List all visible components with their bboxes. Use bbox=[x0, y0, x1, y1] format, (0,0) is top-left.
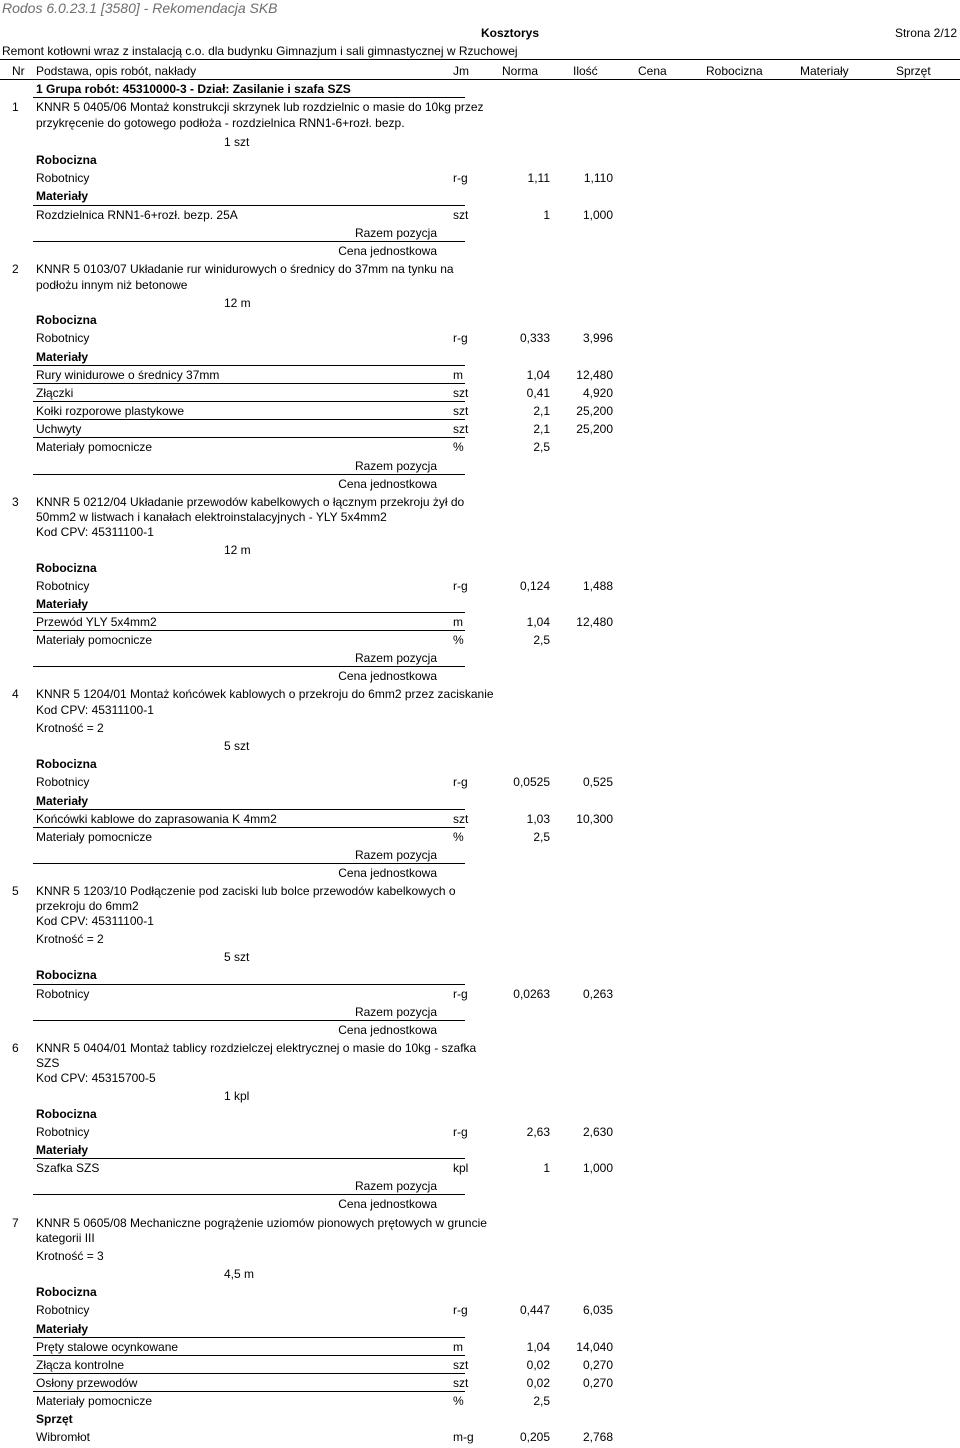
row-description: przekroju do 6mm2 bbox=[36, 899, 139, 913]
project-title: Remont kotłowni wraz z instalacją c.o. dla budynku Gimnazjum i sali gimnastycznej w Rzuchowej bbox=[2, 44, 518, 58]
row-description: Kod CPV: 45311100-1 bbox=[36, 914, 154, 928]
row-description: Krotność = 2 bbox=[36, 932, 104, 946]
row-divider bbox=[33, 612, 465, 613]
norm-cell: 1 bbox=[543, 208, 550, 222]
norm-cell: 0,0263 bbox=[513, 987, 550, 1001]
col-sprzet: Sprzęt bbox=[896, 64, 931, 78]
quantity-cell: 0,263 bbox=[582, 987, 613, 1001]
row-description: Uchwyty bbox=[36, 422, 82, 436]
quantity-cell: 12,480 bbox=[576, 615, 613, 629]
row-description: KNNR 5 0404/01 Montaż tablicy rozdzielczej elektrycznej o masie do 10kg - szafka bbox=[36, 1041, 477, 1055]
norm-cell: 2,1 bbox=[533, 422, 550, 436]
unit-cell: % bbox=[453, 633, 464, 647]
row-description: 50mm2 w listwach i kanałach elektroinstalacyjnych - YLY 5x4mm2 bbox=[36, 510, 387, 524]
unit-cell: r-g bbox=[453, 1125, 468, 1139]
row-divider bbox=[33, 666, 465, 667]
summary-label: Cena jednostkowa bbox=[338, 866, 437, 880]
position-quantity: 5 szt bbox=[224, 950, 250, 964]
row-description: KNNR 5 1203/10 Podłączenie pod zaciski lub bolce przewodów kabelkowych o bbox=[36, 884, 456, 898]
row-description: Materiały pomocnicze bbox=[36, 830, 153, 844]
table-row bbox=[0, 721, 960, 739]
col-materialy: Materiały bbox=[800, 64, 849, 78]
row-divider bbox=[33, 809, 465, 810]
norm-cell: 0,02 bbox=[526, 1358, 550, 1372]
table-row bbox=[0, 543, 960, 561]
table-row bbox=[0, 866, 960, 884]
row-description: Krotność = 3 bbox=[36, 1249, 104, 1263]
table-row bbox=[0, 477, 960, 495]
document-type: Kosztorys bbox=[481, 26, 540, 40]
table-row bbox=[0, 1197, 960, 1215]
norm-cell: 2,5 bbox=[533, 830, 550, 844]
unit-cell: % bbox=[453, 830, 464, 844]
row-description: Wibromłot bbox=[36, 1430, 91, 1444]
row-description: Rury winidurowe o średnicy 37mm bbox=[36, 368, 220, 382]
unit-cell: szt bbox=[453, 1358, 469, 1372]
section-label: Sprzęt bbox=[36, 1412, 73, 1426]
section-label: Robocizna bbox=[36, 313, 97, 327]
row-description: kategorii III bbox=[36, 1231, 95, 1245]
table-row bbox=[0, 1023, 960, 1041]
norm-cell: 2,5 bbox=[533, 633, 550, 647]
table-row bbox=[0, 757, 960, 775]
row-description: Złącza kontrolne bbox=[36, 1358, 125, 1372]
row-description: KNNR 5 0212/04 Układanie przewodów kabelkowych o łącznym przekroju żył do bbox=[36, 495, 465, 509]
row-divider bbox=[33, 1391, 465, 1392]
table-row bbox=[0, 525, 960, 543]
col-ilosc: Ilość bbox=[573, 64, 598, 78]
row-description: KNNR 5 0103/07 Układanie rur winidurowych o średnicy do 37mm na tynku na bbox=[36, 262, 454, 276]
norm-cell: 1,03 bbox=[526, 812, 550, 826]
unit-cell: r-g bbox=[453, 171, 468, 185]
table-row bbox=[0, 950, 960, 968]
section-label: Robocizna bbox=[36, 1107, 97, 1121]
row-divider bbox=[33, 419, 465, 420]
table-row bbox=[0, 313, 960, 331]
row-divider bbox=[33, 1020, 465, 1021]
section-label: Materiały bbox=[36, 794, 89, 808]
norm-cell: 1,11 bbox=[527, 171, 550, 185]
norm-cell: 0,205 bbox=[519, 1430, 550, 1444]
quantity-cell: 2,630 bbox=[582, 1125, 613, 1139]
section-label: Robocizna bbox=[36, 968, 97, 982]
row-divider bbox=[33, 1373, 465, 1374]
quantity-cell: 2,768 bbox=[582, 1430, 613, 1444]
row-description: Materiały pomocnicze bbox=[36, 440, 153, 454]
position-quantity: 1 szt bbox=[224, 135, 250, 149]
section-label: Materiały bbox=[36, 350, 89, 364]
row-divider bbox=[33, 205, 465, 206]
position-number: 3 bbox=[12, 495, 19, 509]
quantity-cell: 4,920 bbox=[582, 386, 613, 400]
row-divider bbox=[33, 1158, 465, 1159]
table-row bbox=[0, 1125, 960, 1143]
position-quantity: 5 szt bbox=[224, 739, 250, 753]
table-row bbox=[0, 278, 960, 296]
row-description: Szafka SZS bbox=[36, 1161, 100, 1175]
row-description: Przewód YLY 5x4mm2 bbox=[36, 615, 157, 629]
norm-cell: 1,04 bbox=[526, 615, 550, 629]
group-title: 1 Grupa robót: 45310000-3 - Dział: Zasilanie i szafa SZS bbox=[36, 82, 351, 96]
table-row bbox=[0, 775, 960, 793]
norm-cell: 0,124 bbox=[519, 579, 550, 593]
unit-cell: % bbox=[453, 440, 464, 454]
position-number: 6 bbox=[12, 1041, 19, 1055]
unit-cell: szt bbox=[453, 812, 469, 826]
table-row bbox=[0, 1071, 960, 1089]
row-description: KNNR 5 0605/08 Mechaniczne pogrążenie uziomów pionowych prętowych w gruncie bbox=[36, 1216, 487, 1230]
norm-cell: 0,447 bbox=[519, 1303, 550, 1317]
unit-cell: r-g bbox=[453, 579, 468, 593]
table-row bbox=[0, 244, 960, 262]
row-divider bbox=[33, 863, 465, 864]
table-row bbox=[0, 208, 960, 226]
table-row bbox=[0, 1412, 960, 1430]
row-description: Złączki bbox=[36, 386, 74, 400]
row-description: Robotnicy bbox=[36, 1303, 90, 1317]
norm-cell: 2,5 bbox=[533, 1394, 550, 1408]
row-description: Robotnicy bbox=[36, 1125, 90, 1139]
row-divider bbox=[33, 1337, 465, 1338]
quantity-cell: 14,040 bbox=[576, 1340, 613, 1354]
col-robocizna: Robocizna bbox=[706, 64, 763, 78]
quantity-cell: 25,200 bbox=[576, 422, 613, 436]
table-row bbox=[0, 153, 960, 171]
quantity-cell: 1,488 bbox=[582, 579, 613, 593]
section-label: Materiały bbox=[36, 1143, 89, 1157]
row-description: Kołki rozporowe plastykowe bbox=[36, 404, 185, 418]
section-label: Materiały bbox=[36, 189, 89, 203]
unit-cell: szt bbox=[453, 1376, 469, 1390]
row-divider bbox=[33, 365, 465, 366]
unit-cell: szt bbox=[453, 208, 469, 222]
summary-label: Cena jednostkowa bbox=[338, 1023, 437, 1037]
unit-cell: % bbox=[453, 1394, 464, 1408]
summary-label: Razem pozycja bbox=[354, 651, 437, 665]
row-divider bbox=[33, 241, 465, 242]
table-row bbox=[0, 440, 960, 458]
table-row bbox=[0, 1394, 960, 1412]
unit-cell: m bbox=[453, 1340, 463, 1354]
unit-cell: szt bbox=[453, 422, 469, 436]
row-divider bbox=[33, 827, 465, 828]
table-row bbox=[0, 135, 960, 153]
table-row bbox=[0, 579, 960, 597]
row-divider bbox=[33, 383, 465, 384]
unit-cell: r-g bbox=[453, 775, 468, 789]
table-row bbox=[0, 171, 960, 189]
section-label: Robocizna bbox=[36, 757, 97, 771]
row-description: Materiały pomocnicze bbox=[36, 633, 153, 647]
summary-label: Razem pozycja bbox=[354, 459, 437, 473]
table-row bbox=[0, 739, 960, 757]
quantity-cell: 0,270 bbox=[582, 1376, 613, 1390]
row-description: Kod CPV: 45311100-1 bbox=[36, 703, 154, 717]
position-number: 1 bbox=[12, 100, 19, 114]
row-description: podłożu innym niż betonowe bbox=[36, 278, 188, 292]
table-row bbox=[0, 914, 960, 932]
section-label: Materiały bbox=[36, 597, 89, 611]
table-row bbox=[0, 1107, 960, 1125]
row-divider bbox=[33, 1194, 465, 1195]
table-row bbox=[0, 987, 960, 1005]
row-description: Osłony przewodów bbox=[36, 1376, 138, 1390]
quantity-cell: 1,000 bbox=[582, 208, 613, 222]
quantity-cell: 12,480 bbox=[576, 368, 613, 382]
row-description: Rozdzielnica RNN1-6+rozł. bezp. 25A bbox=[36, 208, 238, 222]
row-description: Robotnicy bbox=[36, 987, 90, 1001]
section-label: Robocizna bbox=[36, 1285, 97, 1299]
row-divider bbox=[33, 474, 465, 475]
norm-cell: 2,5 bbox=[533, 440, 550, 454]
table-row bbox=[0, 331, 960, 349]
row-description: Krotność = 2 bbox=[36, 721, 104, 735]
norm-cell: 0,02 bbox=[526, 1376, 550, 1390]
table-row bbox=[0, 296, 960, 314]
row-divider bbox=[33, 401, 465, 402]
row-description: Kod CPV: 45311100-1 bbox=[36, 525, 154, 539]
summary-label: Cena jednostkowa bbox=[338, 1197, 437, 1211]
row-description: Robotnicy bbox=[36, 775, 90, 789]
row-description: Kod CPV: 45315700-5 bbox=[36, 1071, 156, 1085]
position-number: 7 bbox=[12, 1216, 19, 1230]
norm-cell: 0,41 bbox=[526, 386, 550, 400]
table-row bbox=[0, 1285, 960, 1303]
norm-cell: 1 bbox=[543, 1161, 550, 1175]
table-row bbox=[0, 1161, 960, 1179]
position-number: 5 bbox=[12, 884, 19, 898]
table-row bbox=[0, 830, 960, 848]
table-row bbox=[0, 1303, 960, 1321]
quantity-cell: 3,996 bbox=[582, 331, 613, 345]
quantity-cell: 10,300 bbox=[576, 812, 613, 826]
col-cena: Cena bbox=[638, 64, 667, 78]
norm-cell: 1,04 bbox=[526, 1340, 550, 1354]
header-rule-bottom bbox=[0, 79, 960, 80]
col-desc: Podstawa, opis robót, nakłady bbox=[36, 64, 197, 78]
page-number: Strona 2/12 bbox=[894, 26, 957, 40]
quantity-cell: 25,200 bbox=[576, 404, 613, 418]
position-quantity: 1 kpl bbox=[224, 1089, 250, 1103]
unit-cell: m bbox=[453, 368, 463, 382]
row-description: Robotnicy bbox=[36, 579, 90, 593]
position-number: 4 bbox=[12, 687, 19, 701]
row-description: KNNR 5 0405/06 Montaż konstrukcji skrzynek lub rozdzielnic o masie do 10kg przez bbox=[36, 100, 484, 114]
col-norma: Norma bbox=[502, 64, 539, 78]
unit-cell: m bbox=[453, 615, 463, 629]
quantity-cell: 1,110 bbox=[583, 171, 613, 185]
table-row bbox=[0, 703, 960, 721]
quantity-cell: 0,270 bbox=[582, 1358, 613, 1372]
row-description: SZS bbox=[36, 1056, 60, 1070]
position-quantity: 12 m bbox=[224, 543, 251, 557]
section-label: Materiały bbox=[36, 1322, 89, 1336]
section-label: Robocizna bbox=[36, 561, 97, 575]
table-row bbox=[0, 669, 960, 687]
row-divider bbox=[33, 984, 465, 985]
summary-label: Razem pozycja bbox=[354, 848, 437, 862]
row-divider bbox=[33, 630, 465, 631]
summary-label: Razem pozycja bbox=[354, 1179, 437, 1193]
col-nr: Nr bbox=[12, 64, 25, 78]
row-description: Materiały pomocnicze bbox=[36, 1394, 153, 1408]
summary-label: Cena jednostkowa bbox=[338, 477, 437, 491]
summary-label: Razem pozycja bbox=[354, 1005, 437, 1019]
section-label: Robocizna bbox=[36, 153, 97, 167]
summary-label: Cena jednostkowa bbox=[338, 669, 437, 683]
position-quantity: 4,5 m bbox=[224, 1267, 255, 1281]
unit-cell: kpl bbox=[453, 1161, 469, 1175]
table-row bbox=[0, 633, 960, 651]
norm-cell: 2,63 bbox=[526, 1125, 550, 1139]
row-description: przykręcenie do gotowego podłoża - rozdzielnica RNN1-6+rozł. bezp. bbox=[36, 116, 405, 130]
table-row bbox=[0, 1430, 960, 1448]
group-rule bbox=[33, 97, 465, 98]
norm-cell: 0,333 bbox=[519, 331, 550, 345]
row-description: Końcówki kablowe do zaprasowania K 4mm2 bbox=[36, 812, 277, 826]
unit-cell: m-g bbox=[453, 1430, 474, 1444]
table-row bbox=[0, 116, 960, 134]
table-row bbox=[0, 1249, 960, 1267]
table-row bbox=[0, 1267, 960, 1285]
unit-cell: szt bbox=[453, 404, 469, 418]
window-title: Rodos 6.0.23.1 [3580] - Rekomendacja SKB bbox=[2, 0, 278, 16]
quantity-cell: 6,035 bbox=[582, 1303, 613, 1317]
summary-label: Razem pozycja bbox=[354, 226, 437, 240]
row-description: Robotnicy bbox=[36, 331, 90, 345]
quantity-cell: 1,000 bbox=[582, 1161, 613, 1175]
quantity-cell: 0,525 bbox=[582, 775, 613, 789]
col-jm: Jm bbox=[453, 64, 469, 78]
position-number: 2 bbox=[12, 262, 19, 276]
row-description: KNNR 5 1204/01 Montaż końcówek kablowych o przekroju do 6mm2 przez zaciskanie bbox=[36, 687, 494, 701]
table-row bbox=[0, 561, 960, 579]
norm-cell: 0,0525 bbox=[513, 775, 550, 789]
unit-cell: r-g bbox=[453, 987, 468, 1001]
row-divider bbox=[33, 437, 465, 438]
table-row bbox=[0, 1231, 960, 1249]
norm-cell: 1,04 bbox=[526, 368, 550, 382]
norm-cell: 2,1 bbox=[533, 404, 550, 418]
summary-label: Cena jednostkowa bbox=[338, 244, 437, 258]
row-description: Robotnicy bbox=[36, 171, 90, 185]
position-quantity: 12 m bbox=[224, 296, 251, 310]
header-rule-top bbox=[0, 59, 960, 60]
row-divider bbox=[33, 1355, 465, 1356]
unit-cell: r-g bbox=[453, 1303, 468, 1317]
unit-cell: szt bbox=[453, 386, 469, 400]
table-row bbox=[0, 932, 960, 950]
row-description: Pręty stalowe ocynkowane bbox=[36, 1340, 179, 1354]
unit-cell: r-g bbox=[453, 331, 468, 345]
table-row bbox=[0, 1089, 960, 1107]
